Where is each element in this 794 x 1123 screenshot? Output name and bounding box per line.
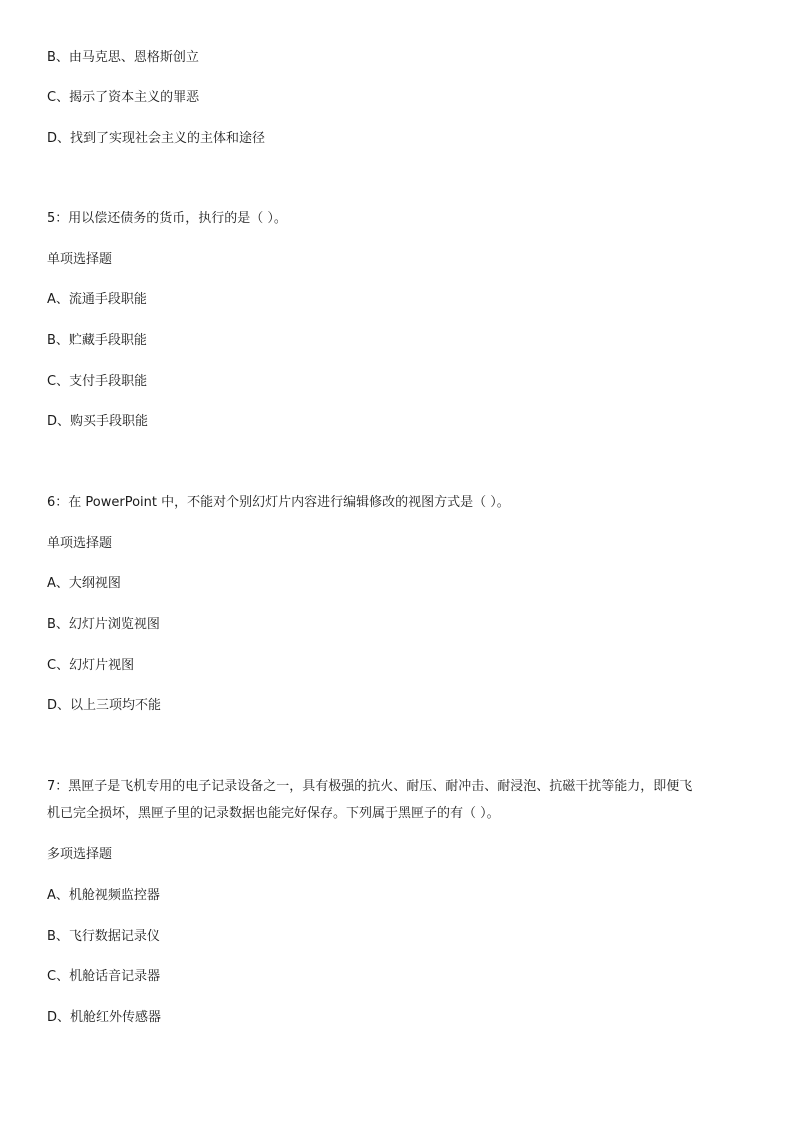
q5-option-a: A、流通手段职能 (47, 292, 147, 307)
q7-type: 多项选择题 (47, 847, 113, 862)
q5-option-c: C、支付手段职能 (47, 374, 148, 389)
q4-option-d: D、找到了实现社会主义的主体和途径 (47, 131, 266, 146)
q6-option-c: C、幻灯片视图 (47, 658, 135, 673)
q4-option-b: B、由马克思、恩格斯创立 (47, 50, 199, 65)
q6-option-b: B、幻灯片浏览视图 (47, 617, 160, 632)
q7-question-line-1: 7：黑匣子是飞机专用的电子记录设备之一，具有极强的抗火、耐压、耐冲击、耐浸泡、抗磁干扰等能力，即便飞 (47, 779, 693, 794)
q5-question: 5：用以偿还债务的货币，执行的是（ ）。 (47, 211, 287, 226)
q6-type: 单项选择题 (47, 536, 113, 551)
q4-option-c: C、揭示了资本主义的罪恶 (47, 90, 200, 105)
q6-option-d: D、以上三项均不能 (47, 698, 162, 713)
q7-question-line-2: 机已完全损坏，黑匣子里的记录数据也能完好保存。下列属于黑匣子的有（ ）。 (47, 806, 500, 821)
q5-option-b: B、贮藏手段职能 (47, 333, 147, 348)
q7-option-d: D、机舱红外传感器 (47, 1010, 162, 1025)
q5-option-d: D、购买手段职能 (47, 414, 149, 429)
q7-option-b: B、飞行数据记录仪 (47, 929, 160, 944)
q6-option-a: A、大纲视图 (47, 576, 121, 591)
q7-option-c: C、机舱话音记录器 (47, 969, 161, 984)
q5-type: 单项选择题 (47, 252, 113, 267)
q6-question: 6：在 PowerPoint 中，不能对个别幻灯片内容进行编辑修改的视图方式是（ ）。 (47, 495, 510, 510)
q7-option-a: A、机舱视频监控器 (47, 888, 160, 903)
